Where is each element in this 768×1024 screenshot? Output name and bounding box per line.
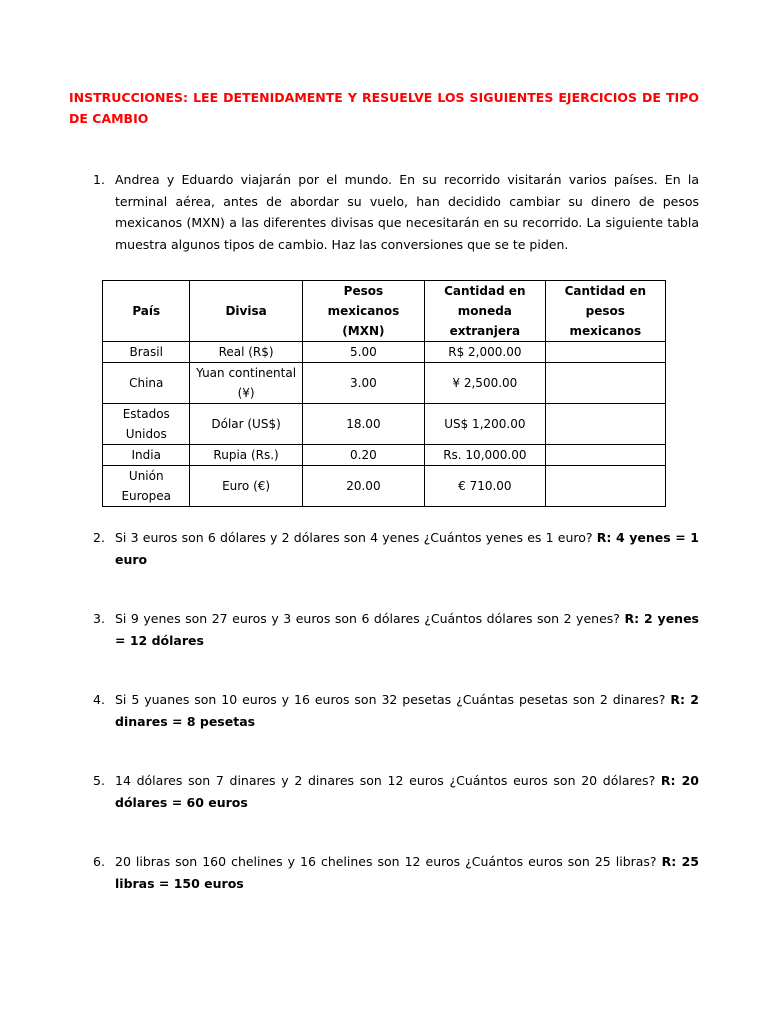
cell-mxn-amount — [545, 404, 665, 445]
exercise-5 — [93, 770, 699, 813]
exercise-number: 6. — [93, 854, 105, 869]
exercise-text — [115, 851, 699, 894]
table-row — [103, 445, 666, 466]
cell-mxn-rate: 18.00 — [302, 404, 424, 445]
table-row — [103, 466, 666, 507]
exercise-text — [115, 770, 699, 813]
cell-mxn-amount — [545, 466, 665, 507]
cell-currency: Dólar (US$) — [190, 404, 302, 445]
answer-text: R: 2 yenes = 12 dólares — [115, 611, 699, 648]
exercise-3 — [93, 608, 699, 651]
exercise-2 — [93, 527, 699, 570]
answer-text: R: 20 dólares = 60 euros — [115, 773, 699, 810]
instructions-heading: INSTRUCCIONES: LEE DETENIDAMENTE Y RESUELVE LOS SIGUIENTES EJERCICIOS DE TIPO DE CAMBIO — [69, 90, 699, 126]
question-text: Si 3 euros son 6 dólares y 2 dólares son 4 yenes ¿Cuántos yenes es 1 euro? — [115, 530, 597, 545]
exercise-number: 1. — [93, 172, 105, 187]
cell-foreign-amount: € 710.00 — [425, 466, 545, 507]
cell-country: Estados Unidos — [103, 404, 190, 445]
cell-foreign-amount: R$ 2,000.00 — [425, 342, 545, 363]
cell-country: India — [103, 445, 190, 466]
exercise-6 — [93, 851, 699, 894]
cell-mxn-rate: 0.20 — [302, 445, 424, 466]
cell-currency: Yuan continental (¥) — [190, 363, 302, 404]
table-row — [103, 404, 666, 445]
cell-mxn-amount — [545, 363, 665, 404]
exercise-text — [115, 689, 699, 732]
answer-text: R: 4 yenes = 1 euro — [115, 530, 699, 567]
question-text: 14 dólares son 7 dinares y 2 dinares son 12 euros ¿Cuántos euros son 20 dólares? — [115, 773, 661, 788]
cell-currency: Real (R$) — [190, 342, 302, 363]
question-text: 20 libras son 160 chelines y 16 chelines son 12 euros ¿Cuántos euros son 25 libras? — [115, 854, 662, 869]
exchange-rate-table — [102, 280, 666, 507]
exercise-4 — [93, 689, 699, 732]
exercise-text — [115, 527, 699, 570]
cell-currency: Rupia (Rs.) — [190, 445, 302, 466]
cell-mxn-amount — [545, 342, 665, 363]
header-mxn-amount: Cantidad en pesos mexicanos — [545, 281, 665, 342]
exercise-text — [115, 608, 699, 651]
cell-mxn-rate: 5.00 — [302, 342, 424, 363]
cell-foreign-amount: Rs. 10,000.00 — [425, 445, 545, 466]
header-currency: Divisa — [190, 281, 302, 342]
exercise-number: 3. — [93, 611, 105, 626]
cell-country: Unión Europea — [103, 466, 190, 507]
cell-mxn-rate: 3.00 — [302, 363, 424, 404]
header-foreign-amount: Cantidad en moneda extranjera — [425, 281, 545, 342]
cell-country: Brasil — [103, 342, 190, 363]
cell-mxn-amount — [545, 445, 665, 466]
question-text: Si 5 yuanes son 10 euros y 16 euros son 32 pesetas ¿Cuántas pesetas son 2 dinares? — [115, 692, 671, 707]
table-row — [103, 342, 666, 363]
exercise-text: Andrea y Eduardo viajarán por el mundo. En su recorrido visitarán varios países. En la terminal aérea, antes de abordar su vuelo, han decidido cambiar su dinero de pesos mexicanos (MXN) a las diferentes divisas que necesitarán en su recorrido. La siguiente tabla muestra algunos tipos de cambio. Haz las conversiones que se te piden. — [115, 172, 699, 252]
cell-mxn-rate: 20.00 — [302, 466, 424, 507]
header-mxn-rate: Pesos mexicanos (MXN) — [302, 281, 424, 342]
table-header-row — [103, 281, 666, 342]
exercise-number: 4. — [93, 692, 105, 707]
exercise-1 — [93, 169, 699, 255]
cell-foreign-amount: ¥ 2,500.00 — [425, 363, 545, 404]
exercise-number: 2. — [93, 530, 105, 545]
answer-text: R: 25 libras = 150 euros — [115, 854, 699, 891]
header-country: País — [103, 281, 190, 342]
cell-foreign-amount: US$ 1,200.00 — [425, 404, 545, 445]
exercise-number: 5. — [93, 773, 105, 788]
answer-text: R: 2 dinares = 8 pesetas — [115, 692, 699, 729]
question-text: Si 9 yenes son 27 euros y 3 euros son 6 dólares ¿Cuántos dólares son 2 yenes? — [115, 611, 625, 626]
cell-country: China — [103, 363, 190, 404]
cell-currency: Euro (€) — [190, 466, 302, 507]
table-row — [103, 363, 666, 404]
